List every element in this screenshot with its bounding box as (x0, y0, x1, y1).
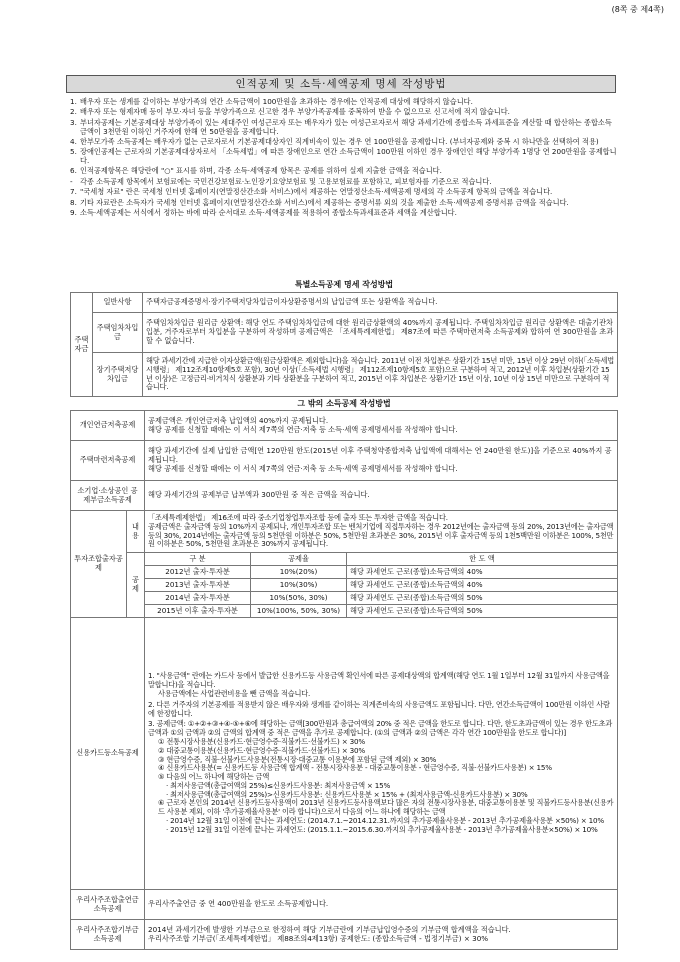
card-item: ③ 현금영수증, 직불·선불카드사용분(전통시장·대중교통 이용분에 포함된 금액 제외) × 30% (158, 754, 437, 764)
row-text: 우리사주출연금 중 연 400만원을 한도로 소득공제합니다. (145, 890, 618, 920)
table-row (71, 579, 618, 592)
table-row (71, 618, 618, 890)
note-item: 6. 인적공제항목은 해당란에 "○" 표시를 하며, 각종 소득·세액공제 항목은 공제를 위하여 실제 지출한 금액을 적습니다. (70, 166, 442, 176)
table-row (71, 920, 618, 950)
row-text: 공제금액은 개인연금저축 납입액의 40%까지 공제됩니다. (148, 415, 329, 425)
page-number: (8쪽 중 제4쪽) (611, 5, 664, 14)
table-row (71, 481, 618, 511)
row-text: 우리사주조합 기부금(「조세특례제한법」 제88조의4제13항) 공제한도: (종합소득금액 - 법정기부금) × 30% (148, 933, 489, 943)
row-label: 장기주택저당차입금 (93, 353, 143, 397)
table-cell: 해당 과세연도 근로(종합)소득금액의 50% (347, 592, 618, 605)
note-item: 2. 배우자 또는 형제자매 등이 부모·자녀 등을 부양가족으로 신고한 경우 부양가족공제를 중복하여 받을 수 없으므로 신고서에 적지 않습니다. (70, 107, 510, 117)
card-paragraph: 2. 다른 거주자의 기본공제를 적용받지 않은 배우자와 생계를 같이하는 직계존비속의 사용금액도 포함됩니다. 다만, 연간소득금액이 100만원 이하인 사람에 한정합니다. (148, 699, 610, 718)
table-row (71, 353, 618, 397)
card-item: ⑥ 근로자 본인의 2014년 신용카드등사용액이 2013년 신용카드등사용액보다 많은 자의 전통시장사용분, 대중교통이용분 및 직불카드등사용분(신용카드 사용분 제외, 이하 '추가공제율사용분' 이라 합니다)으로서 다음의 어느 하나에 해당하는 금액 (158, 798, 614, 817)
table-cell: 해당 과세연도 근로(종합)소득금액의 40% (347, 566, 618, 579)
card-item: ② 대중교통이용분(신용카드·현금영수증·직불카드·선불카드) × 30% (158, 745, 366, 755)
housing-fund-table (70, 292, 618, 397)
row-label: 주택임차차입금 (93, 313, 143, 353)
note-item: 5. 장애인공제는 근로자의 기본공제대상자로서 「소득세법」에 따른 장애인으로 연간 소득금액이 100만원 이하인 경우 장애인인 해당 부양가족 1명당 연 200만원을 공제합니다. (70, 147, 617, 166)
row-text: 해당 과세기간에 실제 납입한 금액[연 120만원 한도(2015년 이후 주택청약종합저축 납입액에 대해서는 연 240만원 한도)]을 기준으로 40%까지 공제됩니다. (148, 446, 612, 465)
card-item: ① 전통시장사용분(신용카드·현금영수증·직불카드·선불카드) × 30% (158, 736, 366, 746)
row-text: 주택자금공제증명서·장기주택저당차입금이자상환증명서의 납입금액 또는 상환액을 적습니다. (143, 293, 618, 313)
row-text: 공제금액은 출자금액 등의 10%까지 공제되나, 개인투자조합 또는 벤처기업에 직접투자하는 경우 2012년에는 출자금액 등의 20%, 2013년에는 출자금액 등의 30%, 2014년에는 출자금액 등의 5천만원 이하분은 50%, 5천만원 초과분은 30%, 2015년 이후 출자금액 등의 1천5백만원 이하분은 100%, 5천만원 이하분은 50%, 5천만원 초과분은 30%까지 공제됩니다. (148, 521, 614, 549)
row-label: 투자조합출자공제 (71, 511, 127, 618)
note-item: 9. 소득·세액공제는 서식에서 정하는 바에 따라 순서대로 소득·세액공제를 적용하여 종합소득과세표준과 세액을 계산합니다. (70, 207, 457, 217)
card-paragraph: 1. "사용금액" 란에는 카드사 등에서 발급한 신용카드등 사용금액 확인서에 따른 공제대상액의 합계액(해당 연도 1월 1일부터 12월 31일까지 사용금액을 말합니다)을 적습니다. (148, 671, 610, 690)
row-label: 우리사주조합기부금 소득공제 (71, 920, 145, 950)
table-cell: 2012년 출자·투자분 (145, 566, 251, 579)
row-text: 해당 과세기간에 지급한 이자상환금액(원금상환액은 제외합니다)을 적습니다. 2011년 이전 차입분은 상환기간 15년 미만, 15년 이상 29년 이하(「소득세법 시행령」 제112조제10항제5호 포함), 30년 이상(「소득세법 시행령」 제112조제10항제5호 포함)으로 구분하여 적고, 2012년 이후 차입분(상환기간 15년 이상)은 고정금리·비거치식 상환분과 기타 상환분을 구분하여 적고, 2015년 이후 차입분은 상환기간 15년 이상, 10년 이상 15년 미만으로 구분하여 적습니다. (143, 353, 618, 397)
row-text: 「조세특례제한법」 제16조에 따라 중소기업창업투자조합 등에 출자 또는 투자한 금액을 적습니다. (148, 512, 448, 522)
special-deduction-section-title: 특별소득공제 명세 작성방법 (294, 280, 394, 289)
table-cell: 10%(20%) (251, 566, 347, 579)
table-row (71, 605, 618, 618)
table-row (71, 592, 618, 605)
table-cell: 2014년 출자·투자분 (145, 592, 251, 605)
table-row (71, 553, 618, 566)
table-cell: 2015년 이후 출자·투자분 (145, 605, 251, 618)
table-cell: 2013년 출자·투자분 (145, 579, 251, 592)
note-item: 1. 배우자 또는 생계를 같이하는 부양가족의 연간 소득금액이 100만원을 초과하는 경우에는 인적공제 대상에 해당하지 않습니다. (70, 97, 473, 106)
card-paragraph: 3. 공제금액: ①+②+③+④-⑤+⑥에 해당하는 금액[300만원과 총급여액의 20% 중 적은 금액을 한도로 합니다. 다만, 한도초과금액이 있는 경우 한도초과금액과 ①의 금액과 ②의 금액의 합계액 중 적은 금액을 추가로 공제합니다. (①의 금액과 ②의 금액은 각각 연간 100만원을 한도로 합니다)] (148, 719, 613, 738)
card-sub-item: · 2014년 12월 31일 이전에 끝나는 과세연도: (2014.7.1.~2014.12.31.까지의 추가공제율사용분 - 2013년 추가공제율사용분 ×50%) × 10% (166, 815, 605, 825)
table-row (71, 313, 618, 353)
row-label: 주택마련저축공제 (71, 441, 145, 481)
other-deduction-section-title: 그 밖의 소득공제 작성방법 (297, 399, 391, 408)
row-label: 우리사주조합출연금 소득공제 (71, 890, 145, 920)
row-text: 2014년 과세기간에 발생한 기부금으로 한정하여 해당 기부금란에 기부금납입영수증의 기부금액 합계액을 적습니다. (148, 924, 511, 934)
row-text: 해당 공제를 신청할 때에는 이 서식 제7쪽의 연금·저축 등 소득·세액 공제명세서를 작성해야 합니다. (148, 463, 458, 473)
table-cell: 10%(30%) (251, 579, 347, 592)
row-label: 개인연금저축공제 (71, 411, 145, 441)
sub-label: 공제 (127, 553, 145, 618)
table-row (71, 511, 618, 553)
card-item: ④ 신용카드사용분(= 신용카드등 사용금액 합계액 - 전통시장사용분 - 대중교통이용분 - 현금영수증, 직불·선불카드사용분) × 15% (158, 763, 552, 773)
table-cell: 10%(50%, 30%) (251, 592, 347, 605)
note-item: 3. 부녀자공제는 기본공제대상 부양가족이 있는 세대주인 여성근로자 또는 배우자가 있는 여성근로자로서 해당 과세기간에 종합소득 과세표준을 계산할 때 합산하는 종합소득금액이 3천만원 이하인 거주자에 한해 연 50만원을 공제합니다. (70, 117, 612, 136)
table-row (71, 441, 618, 481)
table-row (71, 890, 618, 920)
note-item: 7. "국세청 자료" 란은 국세청 인터넷 홈페이지(연말정산간소화 서비스)에서 제공하는 연말정산소득·세액공제 명세의 각 소득공제 항목의 금액을 적습니다. (70, 187, 553, 197)
sub-label: 내용 (127, 511, 145, 553)
table-cell: 10%(100%, 50%, 30%) (251, 605, 347, 618)
row-text: 주택임차차입금 원리금 상환액: 해당 연도 주택임차차입금에 대한 원리금상환액의 40%까지 공제됩니다. 주택임차차입금 원리금 상환액은 대출기관차입분, 거주자로부터 차입분을 구분하여 작성하며 공제금액은 「조세특례제한법」 제87조에 따른 주택마련저축 소득공제와 합하여 연 300만원을 초과할 수 없습니다. (143, 313, 618, 353)
card-item: ⑤ 다음의 어느 하나에 해당하는 금액 (158, 772, 270, 782)
row-label: 신용카드등소득공제 (71, 618, 145, 890)
column-header: 구 분 (145, 553, 251, 566)
housing-fund-group-label: 주택자금 (71, 293, 93, 397)
table-cell: 해당 과세연도 근로(종합)소득금액의 50% (347, 605, 618, 618)
row-label: 소기업·소상공인 공제부금소득공제 (71, 481, 145, 511)
table-cell: 해당 과세연도 근로(종합)소득금액의 40% (347, 579, 618, 592)
card-sub-item: · 최저사용금액(총급여액의 25%)≤신용카드사용분: 최저사용금액 × 15% (166, 780, 391, 790)
table-row (71, 566, 618, 579)
instruction-notes (70, 98, 618, 219)
column-header: 공제율 (251, 553, 347, 566)
note-item: - 각종 소득공제 항목에서 보험료에는 국민건강보험료·노인장기요양보험료 및 고용보험료를 포함하고, 피보험자를 기준으로 적습니다. (70, 176, 492, 186)
table-row (71, 411, 618, 441)
column-header: 한 도 액 (347, 553, 618, 566)
row-text: 해당 과세기간의 공제부금 납부액과 300만원 중 적은 금액을 적습니다. (145, 481, 618, 511)
card-paragraph: 사용금액에는 사업관련비용을 뺀 금액을 적습니다. (158, 689, 311, 699)
row-label: 일반사항 (93, 293, 143, 313)
card-sub-item: · 2015년 12월 31일 이전에 끝나는 과세연도: (2015.1.1.~2015.6.30.까지의 추가공제율사용분 - 2013년 추가공제율사용분×50%) × 10% (166, 824, 598, 834)
card-sub-item: · 최저사용금액(총급여액의 25%)>신용카드사용분: 신용카드사용분 × 15% + (최저사용금액-신용카드사용분) × 30% (166, 789, 528, 799)
page-title: 인적공제 및 소득·세액공제 명세 작성방법 (66, 75, 616, 93)
row-text: 해당 공제를 신청할 때에는 이 서식 제7쪽의 연금·저축 등 소득·세액 공제명세서를 작성해야 합니다. (148, 424, 458, 434)
note-item: 8. 기타 자료란은 소득자가 국세청 인터넷 홈페이지(연말정산간소화 서비스)에서 제공하는 증명서류 외의 것을 제출한 소득·세액공제 증명서류 금액을 적습니다. (70, 197, 569, 207)
other-deduction-table (70, 410, 618, 950)
note-item: 4. 한부모가족 소득공제는 배우자가 없는 근로자로서 기본공제대상자인 직계비속이 있는 경우 연 100만원을 공제합니다. (부녀자공제와 중복 시 하나만을 선택하여 적용) (70, 136, 599, 146)
table-row (71, 293, 618, 313)
